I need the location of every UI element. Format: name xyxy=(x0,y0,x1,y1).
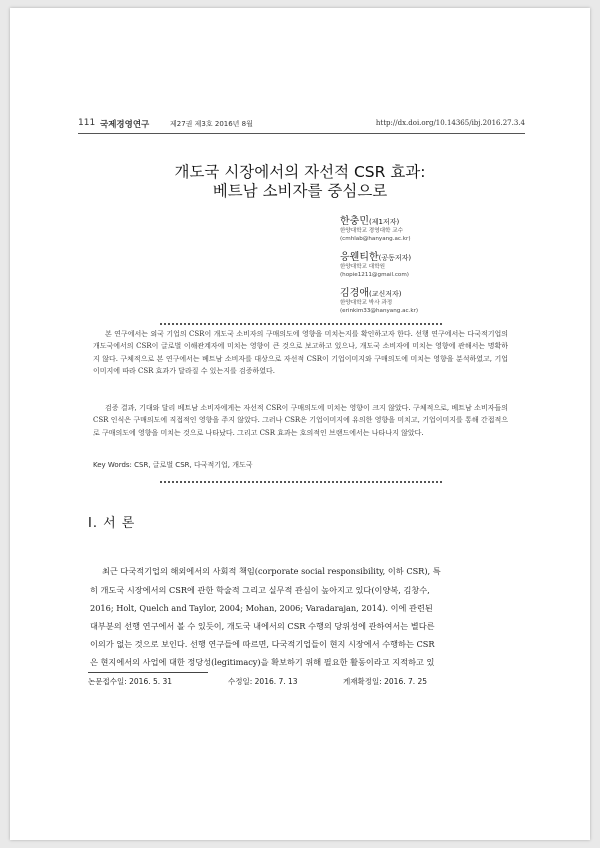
keywords-label: Key Words: xyxy=(93,461,132,469)
author-name: 김경애 xyxy=(340,288,369,299)
author-affiliation: 한양대학교 대학원 xyxy=(340,264,386,270)
author-affiliation: 한양대학교 경영대학 교수 xyxy=(340,228,403,234)
body-text-line: 2016; Holt, Quelch and Taylor, 2004; Mohan, 2006; Varadarajan, 2014). 이에 관련된 xyxy=(90,603,433,613)
abstract-bottom-divider xyxy=(160,481,442,483)
received-date: 논문접수일: 2016. 5. 31 xyxy=(88,677,173,686)
author-block xyxy=(340,284,530,315)
body-text-line: 최근 다국적기업의 해외에서의 사회적 책임(corporate social responsibility, 이하 CSR), 특 xyxy=(102,566,441,576)
volume-issue: 제27권 제3호 2016년 8월 xyxy=(170,120,253,128)
revised-date: 수정일: 2016. 7. 13 xyxy=(228,677,298,686)
author-block xyxy=(340,248,530,279)
keywords-list: CSR, 글로벌 CSR, 다국적기업, 개도국 xyxy=(134,461,253,469)
abstract-paragraph: 본 연구에서는 외국 기업의 CSR이 개도국 소비자의 구매의도에 영향을 미치는지를 확인하고자 한다. 선행 연구에서는 다국적기업의 개도국에서의 CSR이 글로벌 이해관계자에 미치는 영향이 큰 것으로 보고하고 있으나, 개도국 소비자에 미치는 영향에 관해서는 명확하지 않다. 구체적으로 본 연구에서는 베트남 소비자를 대상으로 자선적 CSR이 기업이미지와 구매의도에 미치는 영향을 분석하였고, 기업이미지에 따라 CSR 효과가 달라질 수 있는지를 검증하였다. xyxy=(93,330,508,375)
author-role: (제1저자) xyxy=(368,218,400,226)
accepted-date: 게재확정일: 2016. 7. 25 xyxy=(343,677,428,686)
journal-name: 국제경영연구 xyxy=(100,120,150,130)
paper-title: 개도국 시장에서의 자선적 CSR 효과: xyxy=(174,163,426,181)
submission-dates xyxy=(88,676,518,688)
body-text-line: 대부분의 선행 연구에서 볼 수 있듯이, 개도국 내에서의 CSR 수행의 당위성에 관하여서는 별다른 xyxy=(90,621,435,631)
body-text-line: 히 개도국 시장에서의 CSR에 관한 학술적 그리고 실무적 관심이 높아지고 있다(이양복, 김창수, xyxy=(90,585,430,595)
footnote-rule xyxy=(88,672,208,673)
body-text-line: 은 현지에서의 사업에 대한 정당성(legitimacy)을 확보하기 위해 필요한 활동이라고 지적하고 있 xyxy=(90,657,435,667)
author-email[interactable]: (cmhlab@hanyang.ac.kr) xyxy=(340,236,411,242)
author-role: (교신저자) xyxy=(368,290,402,298)
section-heading: Ⅰ. 서 론 xyxy=(88,516,136,531)
keywords xyxy=(93,460,508,470)
author-block xyxy=(340,212,530,243)
author-name: 응웬티한 xyxy=(340,252,379,263)
doi-link[interactable]: http://dx.doi.org/10.14365/ibj.2016.27.3.4 xyxy=(375,119,525,127)
author-name: 한충민 xyxy=(340,216,369,227)
body-text-line: 이의가 없는 것으로 보인다. 선행 연구들에 따르면, 다국적기업들이 현지 시장에서 수행하는 CSR xyxy=(90,639,435,649)
page-number: 111 xyxy=(78,118,96,128)
running-header xyxy=(78,118,525,134)
author-role: (공동저자) xyxy=(378,254,412,262)
author-email[interactable]: (erinkim33@hanyang.ac.kr) xyxy=(340,308,419,314)
paper-subtitle: 베트남 소비자를 중심으로 xyxy=(212,182,388,200)
abstract-top-divider xyxy=(160,323,442,325)
author-email[interactable]: (hopie1211@gmail.com) xyxy=(340,272,409,278)
header-rule xyxy=(78,133,525,134)
abstract-paragraph: 검증 결과, 기대와 달리 베트남 소비자에게는 자선적 CSR이 구매의도에 미치는 영향이 크지 않았다. 구체적으로, 베트남 소비자들의 CSR 인식은 구매의도에 직접적인 영향을 주지 않았다. 그러나 CSR은 기업이미지에 유의한 영향을 미치고, 기업이미지를 통해 간접적으로 구매의도에 영향을 미치는 것으로 나타났다. 그리고 CSR 효과는 호의적인 브랜드에서는 나타나지 않았다. xyxy=(93,404,508,437)
author-affiliation: 한양대학교 박사 과정 xyxy=(340,300,393,306)
